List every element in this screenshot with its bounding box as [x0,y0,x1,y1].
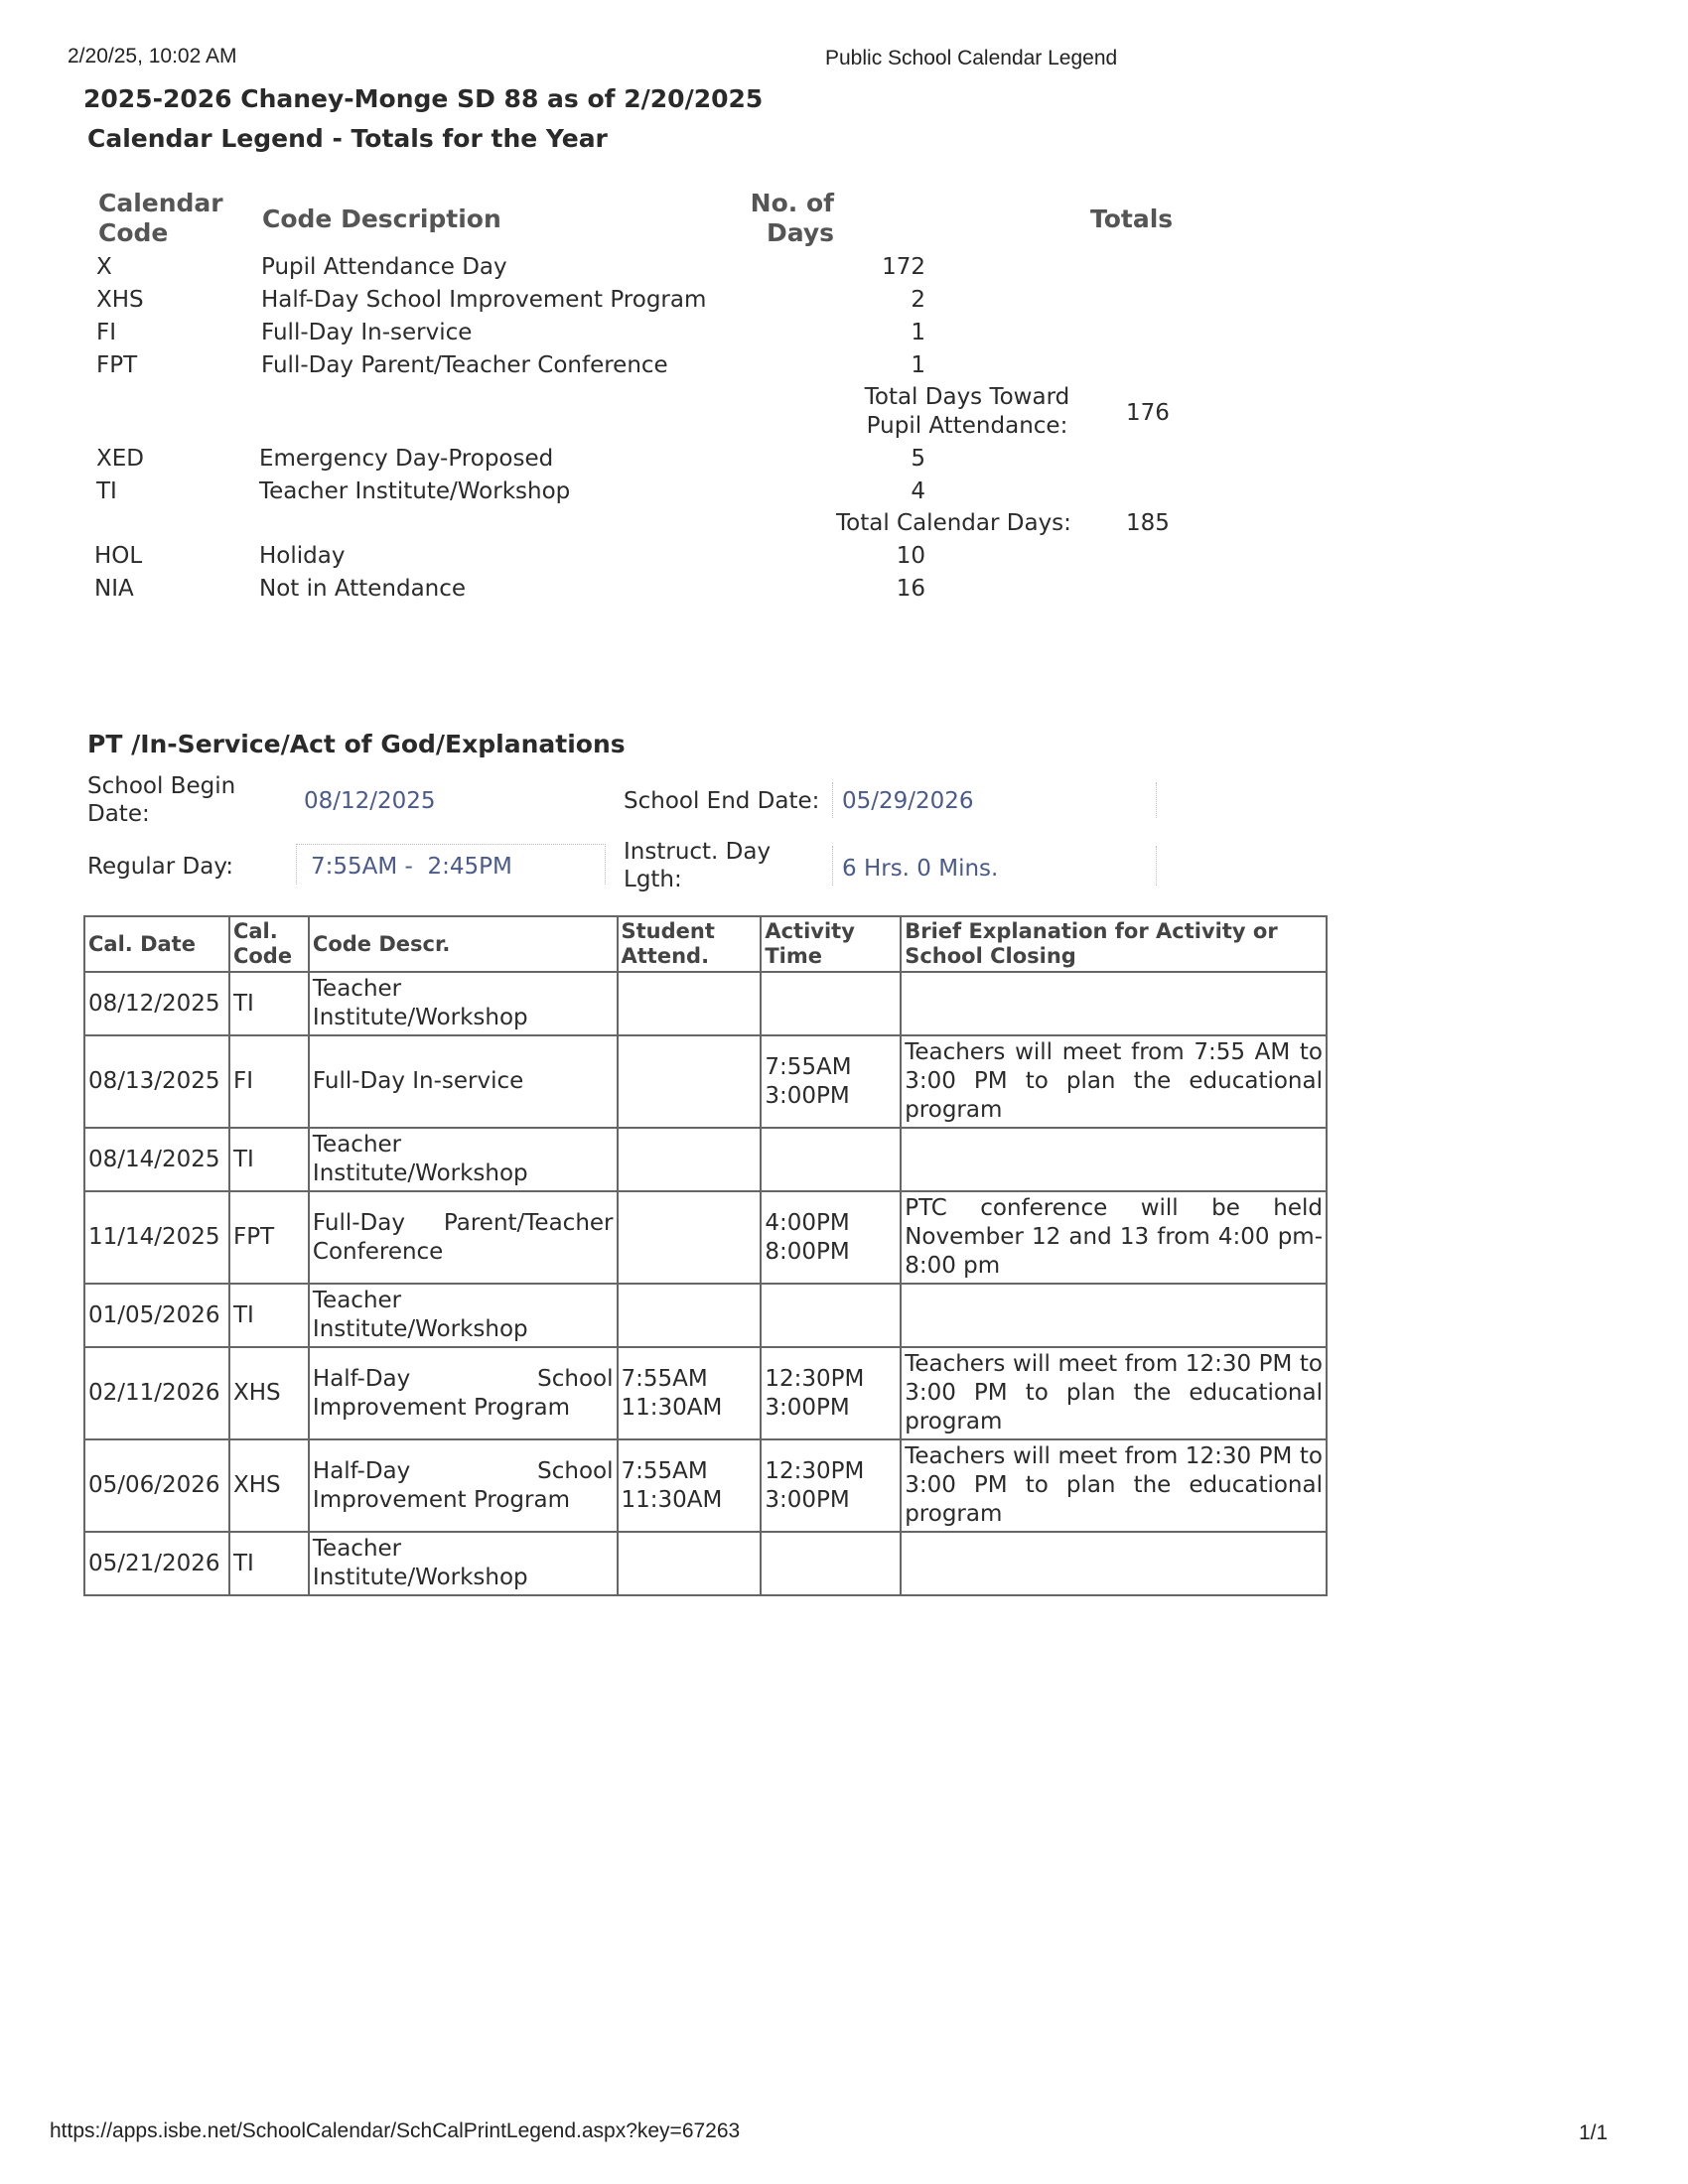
legend-description: Full-Day In-service [261,320,473,345]
cell-explanation [901,1284,1327,1347]
cell-descr: Half-Day School Improvement Program [309,1439,618,1532]
cell-explanation: Teachers will meet from 12:30 PM to 3:00 PM to plan the educational program [901,1439,1327,1532]
legend-description: Teacher Institute/Workshop [259,478,571,504]
legend-description: Emergency Day-Proposed [259,446,554,472]
print-datetime: 2/20/25, 10:02 AM [68,45,237,68]
legend-days: 4 [911,478,925,504]
end-date-field-box [832,782,1157,818]
cell-date: 02/11/2026 [84,1347,229,1439]
legend-description: Holiday [259,543,346,569]
header-student-attend: Student Attend. [618,916,762,972]
cell-student-attend: 7:55AM 11:30AM [618,1347,762,1439]
school-end-date-value: 05/29/2026 [842,788,974,814]
total-calendar-days-label: Total Calendar Days: [836,510,1071,536]
table-header-row [84,916,1327,972]
instruct-day-length-label: Instruct. Day Lgth: [624,839,772,892]
cell-explanation: Teachers will meet from 12:30 PM to 3:00 PM to plan the educational program [901,1347,1327,1439]
legend-description: Full-Day Parent/Teacher Conference [261,352,668,378]
table-row [84,1347,1327,1439]
legend-days: 10 [896,543,925,569]
header-cal-code: Cal. Code [229,916,309,972]
legend-days: 16 [896,576,925,602]
cell-descr: Half-Day School Improvement Program [309,1347,618,1439]
table-row [84,1035,1327,1128]
calendar-activity-table [83,915,1328,1596]
cell-code: FI [229,1035,309,1128]
cell-descr: Full-Day In-service [309,1035,618,1128]
document-subtitle: Calendar Legend - Totals for the Year [87,124,608,153]
print-footer-page: 1/1 [1579,2121,1609,2144]
legend-days: 172 [882,254,925,280]
cell-student-attend [618,1191,762,1284]
cell-explanation [901,1128,1327,1191]
legend-code: FPT [96,352,138,378]
regular-day-label: Regular Day: [87,854,234,880]
instruct-field-box [832,846,1157,886]
print-footer-url: https://apps.isbe.net/SchoolCalendar/SchCalPrintLegend.aspx?key=67263 [50,2119,741,2142]
legend-row [94,576,1187,608]
cell-activity-time: 12:30PM 3:00PM [761,1439,901,1532]
total-calendar-days-value: 185 [1126,510,1170,536]
cell-activity-time [761,1532,901,1595]
cell-date: 08/13/2025 [84,1035,229,1128]
school-end-date-label: School End Date: [624,788,820,814]
cell-activity-time [761,1128,901,1191]
cell-student-attend [618,972,762,1035]
cell-descr: Full-Day Parent/Teacher Conference [309,1191,618,1284]
cell-code: XHS [229,1439,309,1532]
table-row [84,1284,1327,1347]
total-pupil-attendance-label: Total Days Toward Pupil Attendance: [864,384,1070,439]
legend-header-totals: Totals [1090,205,1174,233]
cell-date: 05/21/2026 [84,1532,229,1595]
table-row [84,1128,1327,1191]
cell-student-attend [618,1035,762,1128]
legend-header-code: Calendar Code [98,189,223,247]
cell-student-attend [618,1284,762,1347]
cell-date: 08/14/2025 [84,1128,229,1191]
cell-date: 01/05/2026 [84,1284,229,1347]
legend-code: HOL [94,543,143,569]
cell-student-attend [618,1128,762,1191]
legend-header-days: No. of Days [750,189,834,247]
cell-activity-time [761,972,901,1035]
school-begin-date-label: School Begin Date: [87,773,236,827]
cell-date: 08/12/2025 [84,972,229,1035]
legend-code: NIA [94,576,134,602]
cell-activity-time: 4:00PM 8:00PM [761,1191,901,1284]
cell-descr: Teacher Institute/Workshop [309,972,618,1035]
cell-code: TI [229,972,309,1035]
cell-date: 11/14/2025 [84,1191,229,1284]
cell-activity-time: 7:55AM 3:00PM [761,1035,901,1128]
table-row [84,1191,1327,1284]
table-row [84,1532,1327,1595]
school-begin-date-value: 08/12/2025 [304,788,436,814]
legend-row [96,320,1189,351]
table-row [84,1439,1327,1532]
header-explanation: Brief Explanation for Activity or School Closing [901,916,1327,972]
total-pupil-attendance-value: 176 [1126,400,1170,426]
legend-row [96,446,1189,478]
legend-code: XHS [96,287,144,313]
cell-descr: Teacher Institute/Workshop [309,1532,618,1595]
legend-code: XED [96,446,144,472]
legend-row [96,254,1189,286]
cell-code: XHS [229,1347,309,1439]
header-activity-time: Activity Time [761,916,901,972]
header-code-descr: Code Descr. [309,916,618,972]
legend-row [96,287,1189,319]
legend-days: 1 [911,320,925,345]
legend-code: FI [96,320,117,345]
cell-student-attend [618,1532,762,1595]
legend-description: Not in Attendance [259,576,467,602]
cell-code: TI [229,1128,309,1191]
legend-row [96,478,1189,510]
cell-explanation [901,972,1327,1035]
legend-days: 2 [911,287,925,313]
regular-day-value: 7:55AM - 2:45PM [311,854,512,880]
cell-code: TI [229,1284,309,1347]
explanations-heading: PT /In-Service/Act of God/Explanations [87,730,626,758]
cell-descr: Teacher Institute/Workshop [309,1128,618,1191]
document-title: 2025-2026 Chaney-Monge SD 88 as of 2/20/2025 [83,84,764,113]
table-row [84,972,1327,1035]
legend-row [94,543,1187,575]
legend-description: Pupil Attendance Day [261,254,507,280]
cell-explanation: PTC conference will be held November 12 and 13 from 4:00 pm-8:00 pm [901,1191,1327,1284]
print-page-title: Public School Calendar Legend [825,47,1118,69]
header-cal-date: Cal. Date [84,916,229,972]
legend-description: Half-Day School Improvement Program [261,287,707,313]
cell-explanation [901,1532,1327,1595]
cell-activity-time: 12:30PM 3:00PM [761,1347,901,1439]
legend-code: TI [96,478,117,504]
legend-code: X [96,254,112,280]
instruct-day-length-value: 6 Hrs. 0 Mins. [842,856,999,882]
legend-row [96,352,1189,384]
cell-code: FPT [229,1191,309,1284]
cell-date: 05/06/2026 [84,1439,229,1532]
legend-header-description: Code Description [262,205,501,233]
cell-student-attend: 7:55AM 11:30AM [618,1439,762,1532]
cell-descr: Teacher Institute/Workshop [309,1284,618,1347]
legend-days: 5 [911,446,925,472]
legend-days: 1 [911,352,925,378]
cell-activity-time [761,1284,901,1347]
cell-explanation: Teachers will meet from 7:55 AM to 3:00 PM to plan the educational program [901,1035,1327,1128]
cell-code: TI [229,1532,309,1595]
